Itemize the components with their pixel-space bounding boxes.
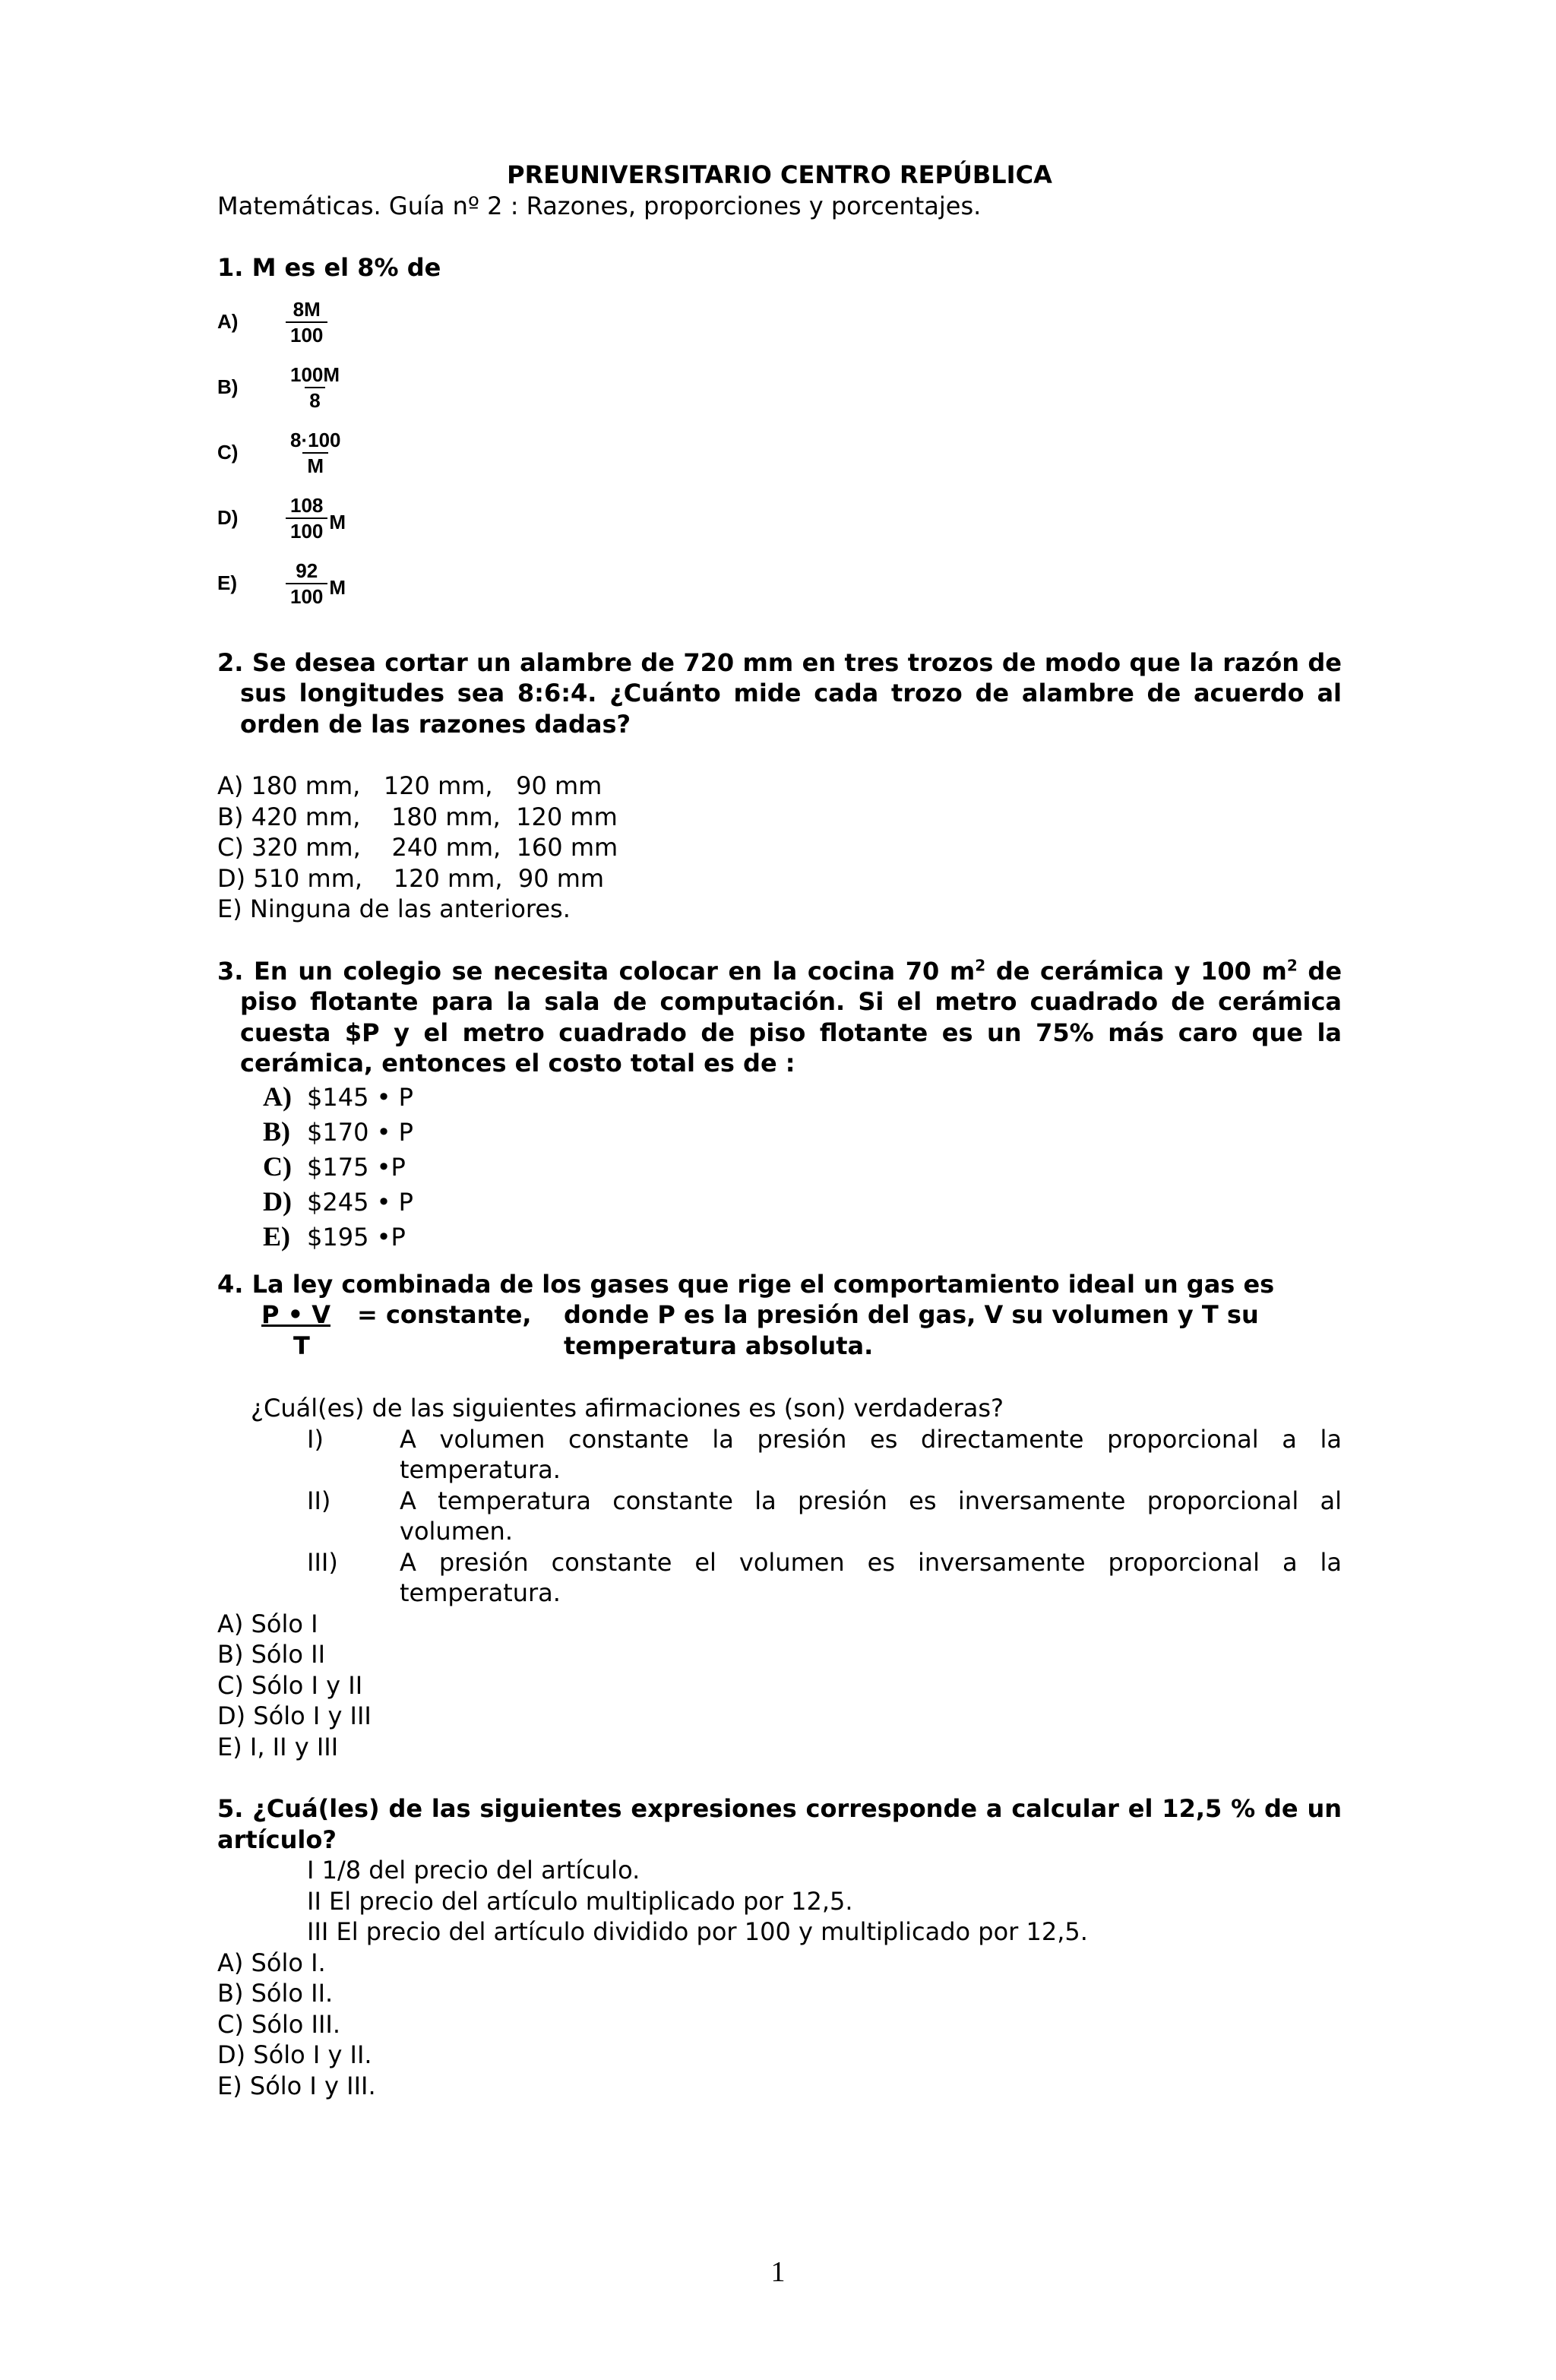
numerator: 92 <box>296 559 318 582</box>
question-1-options <box>217 290 1342 616</box>
question-1-text: 1. M es el 8% de <box>217 253 441 282</box>
roman-numeral: III) <box>307 1547 338 1577</box>
option-b: B) 420 mm, 180 mm, 120 mm <box>217 802 618 831</box>
option-label: A) <box>263 1081 292 1112</box>
formula-description: donde P es la presión del gas, V su volumen y T su <box>564 1300 1259 1329</box>
denominator: 100 <box>286 321 327 346</box>
option-d: D) Sólo I y II. <box>217 2040 372 2069</box>
option-a <box>263 1079 1342 1114</box>
question-5-text: 5. ¿Cuá(les) de las siguientes expresiones corresponde a calcular el 12,5 % de un artículo? <box>217 1794 1342 1854</box>
option-c <box>263 1149 1342 1184</box>
document-page <box>217 160 1342 2101</box>
numerator: 8M <box>293 297 321 321</box>
option-c: C) Sólo III. <box>217 2009 341 2039</box>
option-label: C) <box>263 1150 292 1182</box>
fraction <box>286 560 327 607</box>
question-3-text-a: 3. En un colegio se necesita colocar en la cocina 70 m <box>217 956 976 986</box>
formula-description-2: temperatura absoluta. <box>564 1331 874 1360</box>
denominator: 8 <box>305 387 324 411</box>
option-label: E) <box>263 1220 290 1252</box>
fraction <box>286 299 327 346</box>
question-3-text-c: de piso flotante para la sala de computación. Si el metro cuadrado de cerámica cuesta $P y el metro cuadrado de piso flotante es un 75% más caro que la cerámica, entonces el costo total es de : <box>240 956 1343 1078</box>
option-label: D) <box>263 1185 292 1217</box>
formula-equals: = constante, <box>357 1300 532 1329</box>
document-subtitle: Matemáticas. Guía nº 2 : Razones, proporciones y porcentajes. <box>217 191 982 220</box>
option-label: C) <box>217 441 239 464</box>
question-3-options <box>217 1079 1342 1254</box>
option-a: A) Sólo I. <box>217 1948 326 1977</box>
option-b <box>263 1114 1342 1149</box>
option-e <box>263 1219 1342 1254</box>
option-d <box>263 1184 1342 1219</box>
fraction <box>286 495 327 542</box>
denominator: 100 <box>286 517 327 542</box>
option-e: E) Ninguna de las anteriores. <box>217 894 571 923</box>
question-4 <box>217 1269 1342 1763</box>
option-value: $195 •P <box>307 1222 406 1252</box>
question-5 <box>217 1793 1342 2101</box>
option-b <box>217 355 1342 420</box>
statement-text: A temperatura constante la presión es inversamente proporcional al volumen. <box>400 1486 1342 1546</box>
numerator: 100M <box>290 362 340 386</box>
option-d: D) 510 mm, 120 mm, 90 mm <box>217 863 605 893</box>
question-1 <box>217 252 1342 616</box>
question-3 <box>217 956 1342 1254</box>
statement-1 <box>217 1424 1342 1486</box>
option-d: D) Sólo I y III <box>217 1701 372 1730</box>
option-d <box>217 486 1342 551</box>
superscript: 2 <box>975 955 986 974</box>
fraction <box>286 364 344 411</box>
question-4-prompt: ¿Cuál(es) de las siguientes afirmaciones es (son) verdaderas? <box>251 1394 1004 1423</box>
option-a <box>217 290 1342 355</box>
option-label: B) <box>217 375 239 399</box>
option-a: A) Sólo I <box>217 1609 318 1638</box>
fraction-tail: M <box>329 511 346 534</box>
formula-numerator: P • V <box>261 1300 330 1329</box>
option-e: E) I, II y III <box>217 1732 339 1761</box>
numerator: 8·100 <box>290 428 341 451</box>
option-c: C) Sólo I y II <box>217 1670 363 1700</box>
statement-2: II El precio del artículo multiplicado por 12,5. <box>307 1886 853 1916</box>
statement-1: I 1/8 del precio del artículo. <box>307 1856 640 1885</box>
document-title: PREUNIVERSITARIO CENTRO REPÚBLICA <box>507 160 1052 189</box>
option-b: B) Sólo II <box>217 1640 326 1669</box>
option-value: $170 • P <box>307 1117 413 1147</box>
formula-denominator: T <box>293 1331 310 1360</box>
option-b: B) Sólo II. <box>217 1979 334 2008</box>
option-label: E) <box>217 571 237 595</box>
roman-numeral: I) <box>307 1424 324 1454</box>
statement-text: A volumen constante la presión es directamente proporcional a la temperatura. <box>400 1424 1342 1484</box>
question-4-text: 4. La ley combinada de los gases que rige el comportamiento ideal un gas es <box>217 1269 1275 1299</box>
option-e: E) Sólo I y III. <box>217 2071 376 2100</box>
option-c <box>217 420 1342 486</box>
option-value: $145 • P <box>307 1082 413 1112</box>
statement-2 <box>217 1486 1342 1547</box>
gas-law-formula <box>217 1299 1342 1362</box>
denominator: 100 <box>286 583 327 607</box>
option-label: A) <box>217 310 239 334</box>
question-2 <box>217 647 1342 925</box>
option-label: B) <box>263 1116 290 1147</box>
statement-3 <box>217 1547 1342 1609</box>
option-c: C) 320 mm, 240 mm, 160 mm <box>217 833 618 862</box>
numerator: 108 <box>290 493 324 517</box>
option-label: D) <box>217 506 239 530</box>
statement-3: III El precio del artículo dividido por 100 y multiplicado por 12,5. <box>307 1917 1088 1946</box>
option-value: $245 • P <box>307 1187 413 1217</box>
question-2-text: 2. Se desea cortar un alambre de 720 mm en tres trozos de modo que la razón de sus longitudes sea 8:6:4. ¿Cuánto mide cada trozo de alambre de acuerdo al orden de las razones dadas? <box>217 647 1342 739</box>
question-3-text <box>217 956 1342 1079</box>
fraction <box>286 429 346 476</box>
statement-text: A presión constante el volumen es inversamente proporcional a la temperatura. <box>400 1547 1342 1607</box>
fraction-tail: M <box>329 576 346 600</box>
denominator: M <box>302 452 328 476</box>
question-3-text-b: de cerámica y 100 m <box>985 956 1287 986</box>
option-a: A) 180 mm, 120 mm, 90 mm <box>217 771 602 800</box>
superscript: 2 <box>1286 955 1298 974</box>
option-value: $175 •P <box>307 1152 406 1182</box>
option-e <box>217 551 1342 616</box>
roman-numeral: II) <box>307 1486 331 1515</box>
page-number: 1 <box>770 2256 786 2288</box>
